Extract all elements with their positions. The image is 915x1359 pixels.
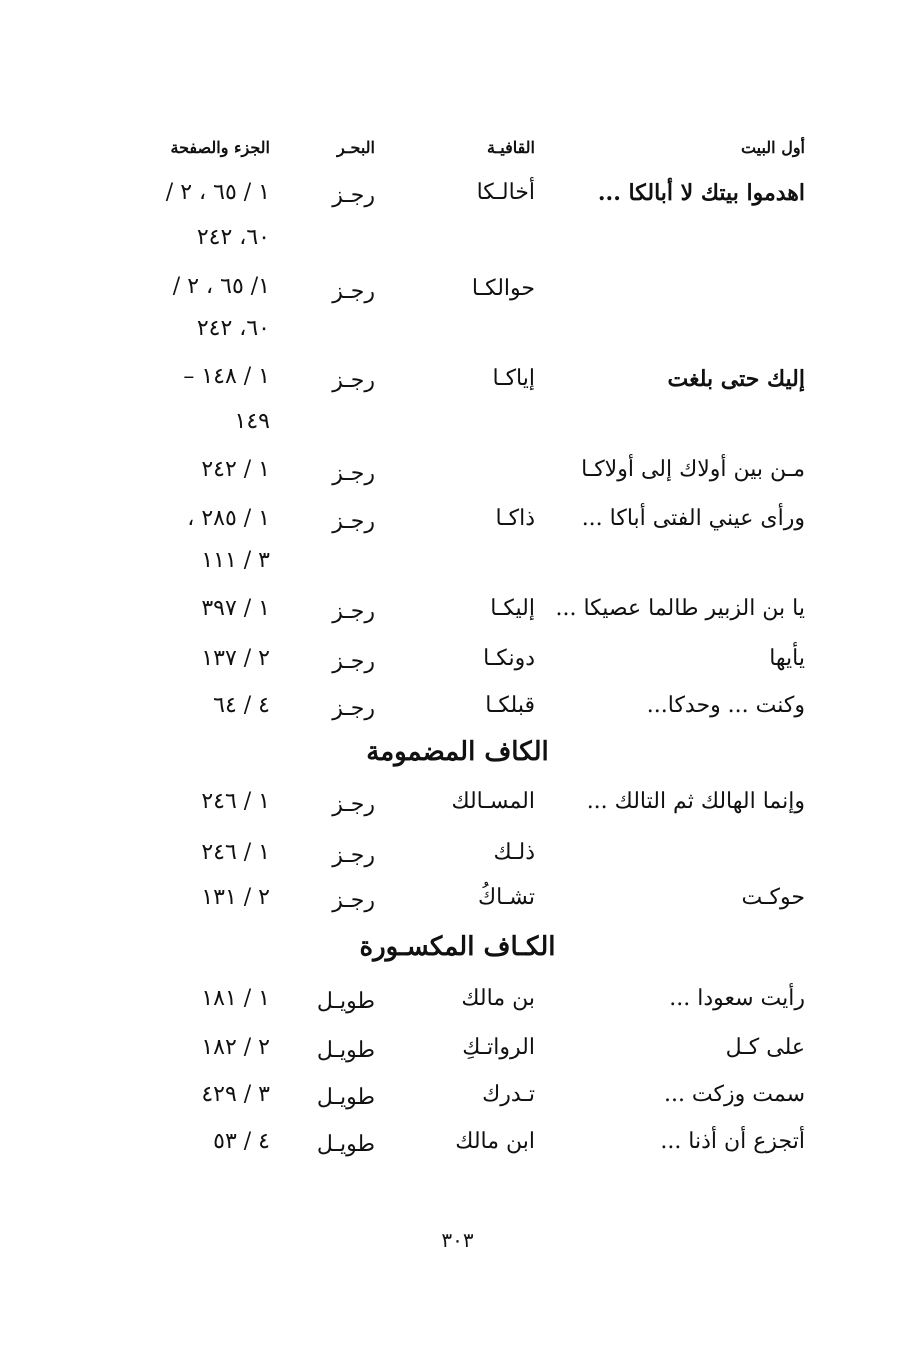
table-row-meter: طويـل — [316, 1038, 375, 1063]
section-title-kaf-maksura: الكـاف المكسـورة — [359, 932, 556, 962]
table-row-meter: رجـز — [332, 279, 375, 304]
table-row-first-verse: إليك حتى بلغت — [667, 366, 805, 392]
table-row-ref: ١ / ٢٨٥ ، — [187, 506, 270, 531]
table-row-rhyme: أخالـكا — [476, 180, 535, 205]
table-row-ref: ٣ / ٤٢٩ — [201, 1082, 270, 1107]
table-row-first-verse: ورأى عيني الفتى أباكا ... — [581, 506, 805, 531]
table-row-first-verse: يا بن الزبير طالما عصيكا ... — [555, 596, 805, 621]
table-row-meter: رجـز — [332, 509, 375, 534]
table-row-rhyme: ابن مالك — [455, 1129, 535, 1154]
table-row-ref: ٤ / ٥٣ — [213, 1129, 270, 1154]
table-row-rhyme: ذلـك — [493, 840, 535, 865]
table-row-ref-continued: ٦٠، ٢٤٢ — [196, 225, 270, 250]
page-number: ٣٠٣ — [441, 1228, 474, 1252]
table-row-rhyme: تشـاكُ — [477, 885, 535, 910]
table-row-rhyme: ذاكـا — [495, 506, 535, 531]
table-row-ref: ٢ / ١٣١ — [201, 885, 270, 910]
table-row-meter: رجـز — [332, 599, 375, 624]
table-row-ref: ١ / ١٨١ — [201, 986, 270, 1011]
table-row-meter: طويـل — [316, 1132, 375, 1157]
table-row-first-verse: أتجزع أن أذنا ... — [660, 1129, 805, 1154]
table-row-rhyme: بن مالك — [461, 986, 535, 1011]
table-row-first-verse: وكنت ... وحدكا... — [646, 693, 805, 718]
table-row-first-verse: يأيها — [769, 646, 805, 671]
table-row-meter: رجـز — [332, 183, 375, 208]
table-row-meter: رجـز — [332, 368, 375, 393]
table-row-rhyme: المسـالك — [451, 789, 535, 814]
table-row-rhyme: تـدرك — [482, 1082, 535, 1107]
table-row-ref: ١ / ٣٩٧ — [201, 596, 270, 621]
table-row-meter: طويـل — [316, 1085, 375, 1110]
table-row-ref-continued: ٣ / ١١١ — [201, 548, 270, 573]
table-row-rhyme: دونكـا — [483, 646, 535, 671]
table-row-ref: ٢ / ١٣٧ — [201, 646, 270, 671]
table-row-rhyme: الرواتـكِ — [462, 1035, 535, 1060]
table-row-ref: ١/ ٦٥ ، ٢ / — [172, 274, 270, 299]
table-row-meter: رجـز — [332, 649, 375, 674]
table-row-ref: ١ / ٦٥ ، ٢ / — [165, 180, 270, 205]
table-row-ref: ٤ / ٦٤ — [213, 693, 270, 718]
table-row-ref: ١ / ٢٤٢ — [201, 457, 270, 482]
table-row-rhyme: قبلكـا — [485, 693, 535, 718]
table-row-ref: ١ / ٢٤٦ — [201, 840, 270, 865]
table-row-rhyme: إليكـا — [490, 596, 535, 621]
table-row-meter: رجـز — [332, 461, 375, 486]
table-row-meter: رجـز — [332, 696, 375, 721]
header-rhyme: القافيـة — [486, 138, 535, 157]
table-row-ref-continued: ٦٠، ٢٤٢ — [196, 316, 270, 341]
table-row-first-verse: سمت وزكت ... — [663, 1082, 805, 1107]
table-row-ref: ١ / ٢٤٦ — [201, 789, 270, 814]
table-row-first-verse: وإنما الهالك ثم التالك ... — [586, 789, 805, 814]
table-row-meter: رجـز — [332, 888, 375, 913]
table-row-first-verse: اهدموا بيتك لا أبالكا ... — [597, 180, 805, 206]
table-row-first-verse: مـن بين أولاك إلى أولاكـا — [581, 457, 805, 482]
table-row-ref-continued: ١٤٩ — [234, 409, 270, 434]
table-row-first-verse: رأيت سعودا ... — [669, 986, 805, 1011]
table-row-first-verse: على كـل — [725, 1035, 805, 1060]
table-row-meter: رجـز — [332, 843, 375, 868]
table-row-rhyme: حوالكـا — [471, 276, 535, 301]
header-meter: البحـر — [337, 138, 375, 157]
table-row-rhyme: إياكـا — [492, 366, 535, 391]
table-row-meter: رجـز — [332, 792, 375, 817]
table-row-first-verse: حوكـت — [741, 885, 805, 910]
section-title-kaf-madmuma: الكاف المضمومة — [366, 737, 549, 767]
table-row-ref: ٢ / ١٨٢ — [201, 1035, 270, 1060]
table-row-ref: ١ / ١٤٨ – — [183, 364, 270, 389]
table-row-meter: طويـل — [316, 989, 375, 1014]
header-first-verse: أول البيت — [740, 138, 805, 157]
header-volume-page: الجزء والصفحة — [170, 138, 270, 157]
